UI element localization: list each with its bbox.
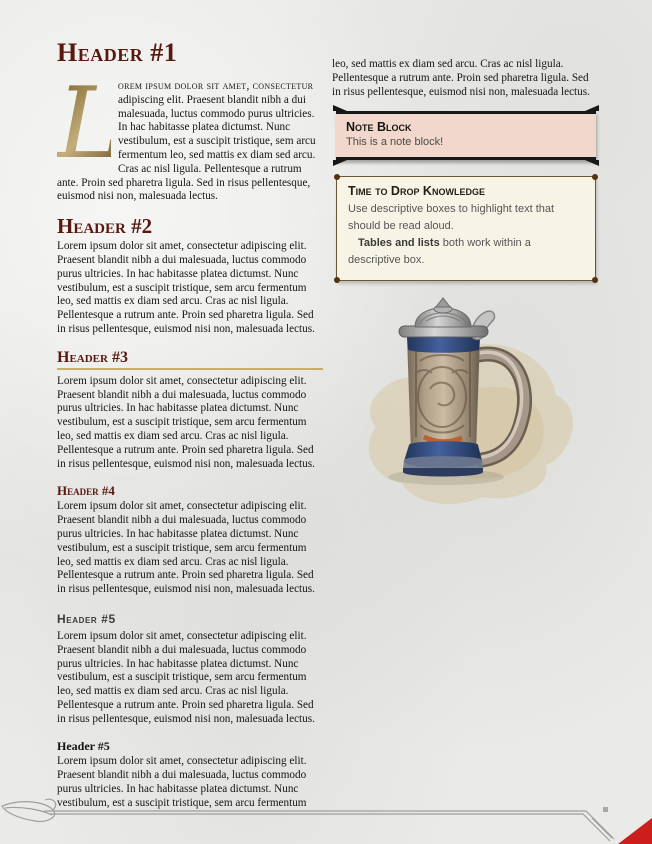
header-1: Header #1 [57,38,178,67]
right-column [332,58,598,514]
descriptive-line-2: Tables and lists both work within a descriptive box. [348,237,531,267]
header-5-bold: Header #5 [57,739,110,754]
note-corner-ornament [585,160,599,166]
intro-paragraph-text: adipiscing elit. Praesent blandit nibh a dui malesuada, luctus commodo purus ultricies. In hac habitasse platea dictumst. Nunc vestibulum, est a suscipit tristique, sem arcu fermentum leo, sed mattis ex diam sed arcu. Cras ac nisl ligula. Pellentesque a rutrum ante. Proin sed pharetra ligula. Sed in risus pellentesque, euismod nisi non, malesuada lectus. [57,93,316,203]
footer-rule-lower [50,814,610,841]
header-5: Header #5 [57,611,116,626]
stein-lid-rim [399,326,488,337]
page-footer-ornament [0,796,652,844]
intro-paragraph [57,67,323,204]
continuation-paragraph: leo, sed mattis ex diam sed arcu. Cras ac nisl ligula. Pellentesque a rutrum ante. Proin sed pharetra ligula. Sed in risus pellentesque, euismod nisi non, malesuada lectus. [332,58,590,98]
descriptive-box [336,176,596,281]
descriptive-box-body [348,201,584,269]
note-block-title: Note Block [346,120,412,135]
beer-stein-svg [350,297,582,509]
note-block [336,111,596,160]
footer-square-dot [603,807,608,812]
descriptive-box-title: Time to Drop Knowledge [348,184,485,199]
dropcap-letter: L [57,67,123,181]
note-corner-ornament [333,160,347,166]
box-corner-dot [592,174,598,180]
header-3: Header #3 [57,349,323,370]
left-column [57,40,323,811]
section-4-paragraph: Lorem ipsum dolor sit amet, consectetur adipiscing elit. Praesent blandit nibh a dui malesuada, luctus commodo purus ultricies. In hac habitasse platea dictumst. Nunc vestibulum, est a suscipit tristique, sem arcu fermentum leo, sed mattis ex diam sed arcu. Cras ac nisl ligula. Pellentesque a rutrum ante. Proin sed pharetra ligula. Sed in risus pellentesque, euismod nisi non, malesuada lectus. [57,500,315,596]
box-corner-dot [334,277,340,283]
note-corner-ornament [585,105,599,111]
note-block-body: This is a note block! [346,136,444,149]
note-corner-ornament [333,105,347,111]
footer-red-triangle-icon [618,818,652,844]
header-4: Header #4 [57,483,115,499]
beer-stein-image [350,297,598,514]
header-2: Header #2 [57,214,153,239]
section-6-paragraph: Lorem ipsum dolor sit amet, consectetur adipiscing elit. Praesent blandit nibh a dui malesuada, luctus commodo purus ultricies. In hac habitasse platea dictumst. Nunc vestibulum, est a suscipit tristique, sem arcu fermentum [57,755,307,809]
section-3-paragraph: Lorem ipsum dolor sit amet, consectetur adipiscing elit. Praesent blandit nibh a dui malesuada, luctus commodo purus ultricies. In hac habitasse platea dictumst. Nunc vestibulum, est a suscipit tristique, sem arcu fermentum leo, sed mattis ex diam sed arcu. Cras ac nisl ligula. Pellentesque a rutrum ante. Proin sed pharetra ligula. Sed in risus pellentesque, euismod nisi non, malesuada lectus. [57,374,315,470]
section-2-paragraph: Lorem ipsum dolor sit amet, consectetur adipiscing elit. Praesent blandit nibh a dui malesuada, luctus commodo purus ultricies. In hac habitasse platea dictumst. Nunc vestibulum, est a suscipit tristique, sem arcu fermentum leo, sed mattis ex diam sed arcu. Cras ac nisl ligula. Pellentesque a rutrum ante. Proin sed pharetra ligula. Sed in risus pellentesque, euismod nisi non, malesuada lectus. [57,240,315,335]
box-corner-dot [592,277,598,283]
box-corner-dot [334,174,340,180]
footer-rule-upper [44,811,614,839]
descriptive-line-1: Use descriptive boxes to highlight text that should be read aloud. [348,203,555,233]
lead-smallcaps-text: orem ipsum dolor sit amet, consectetur [118,80,314,92]
section-5-paragraph: Lorem ipsum dolor sit amet, consectetur adipiscing elit. Praesent blandit nibh a dui malesuada, luctus commodo purus ultricies. In hac habitasse platea dictumst. Nunc vestibulum, est a suscipit tristique, sem arcu fermentum leo, sed mattis ex diam sed arcu. Cras ac nisl ligula. Pellentesque a rutrum ante. Proin sed pharetra ligula. Sed in risus pellentesque, euismod nisi non, malesuada lectus. [57,629,315,725]
